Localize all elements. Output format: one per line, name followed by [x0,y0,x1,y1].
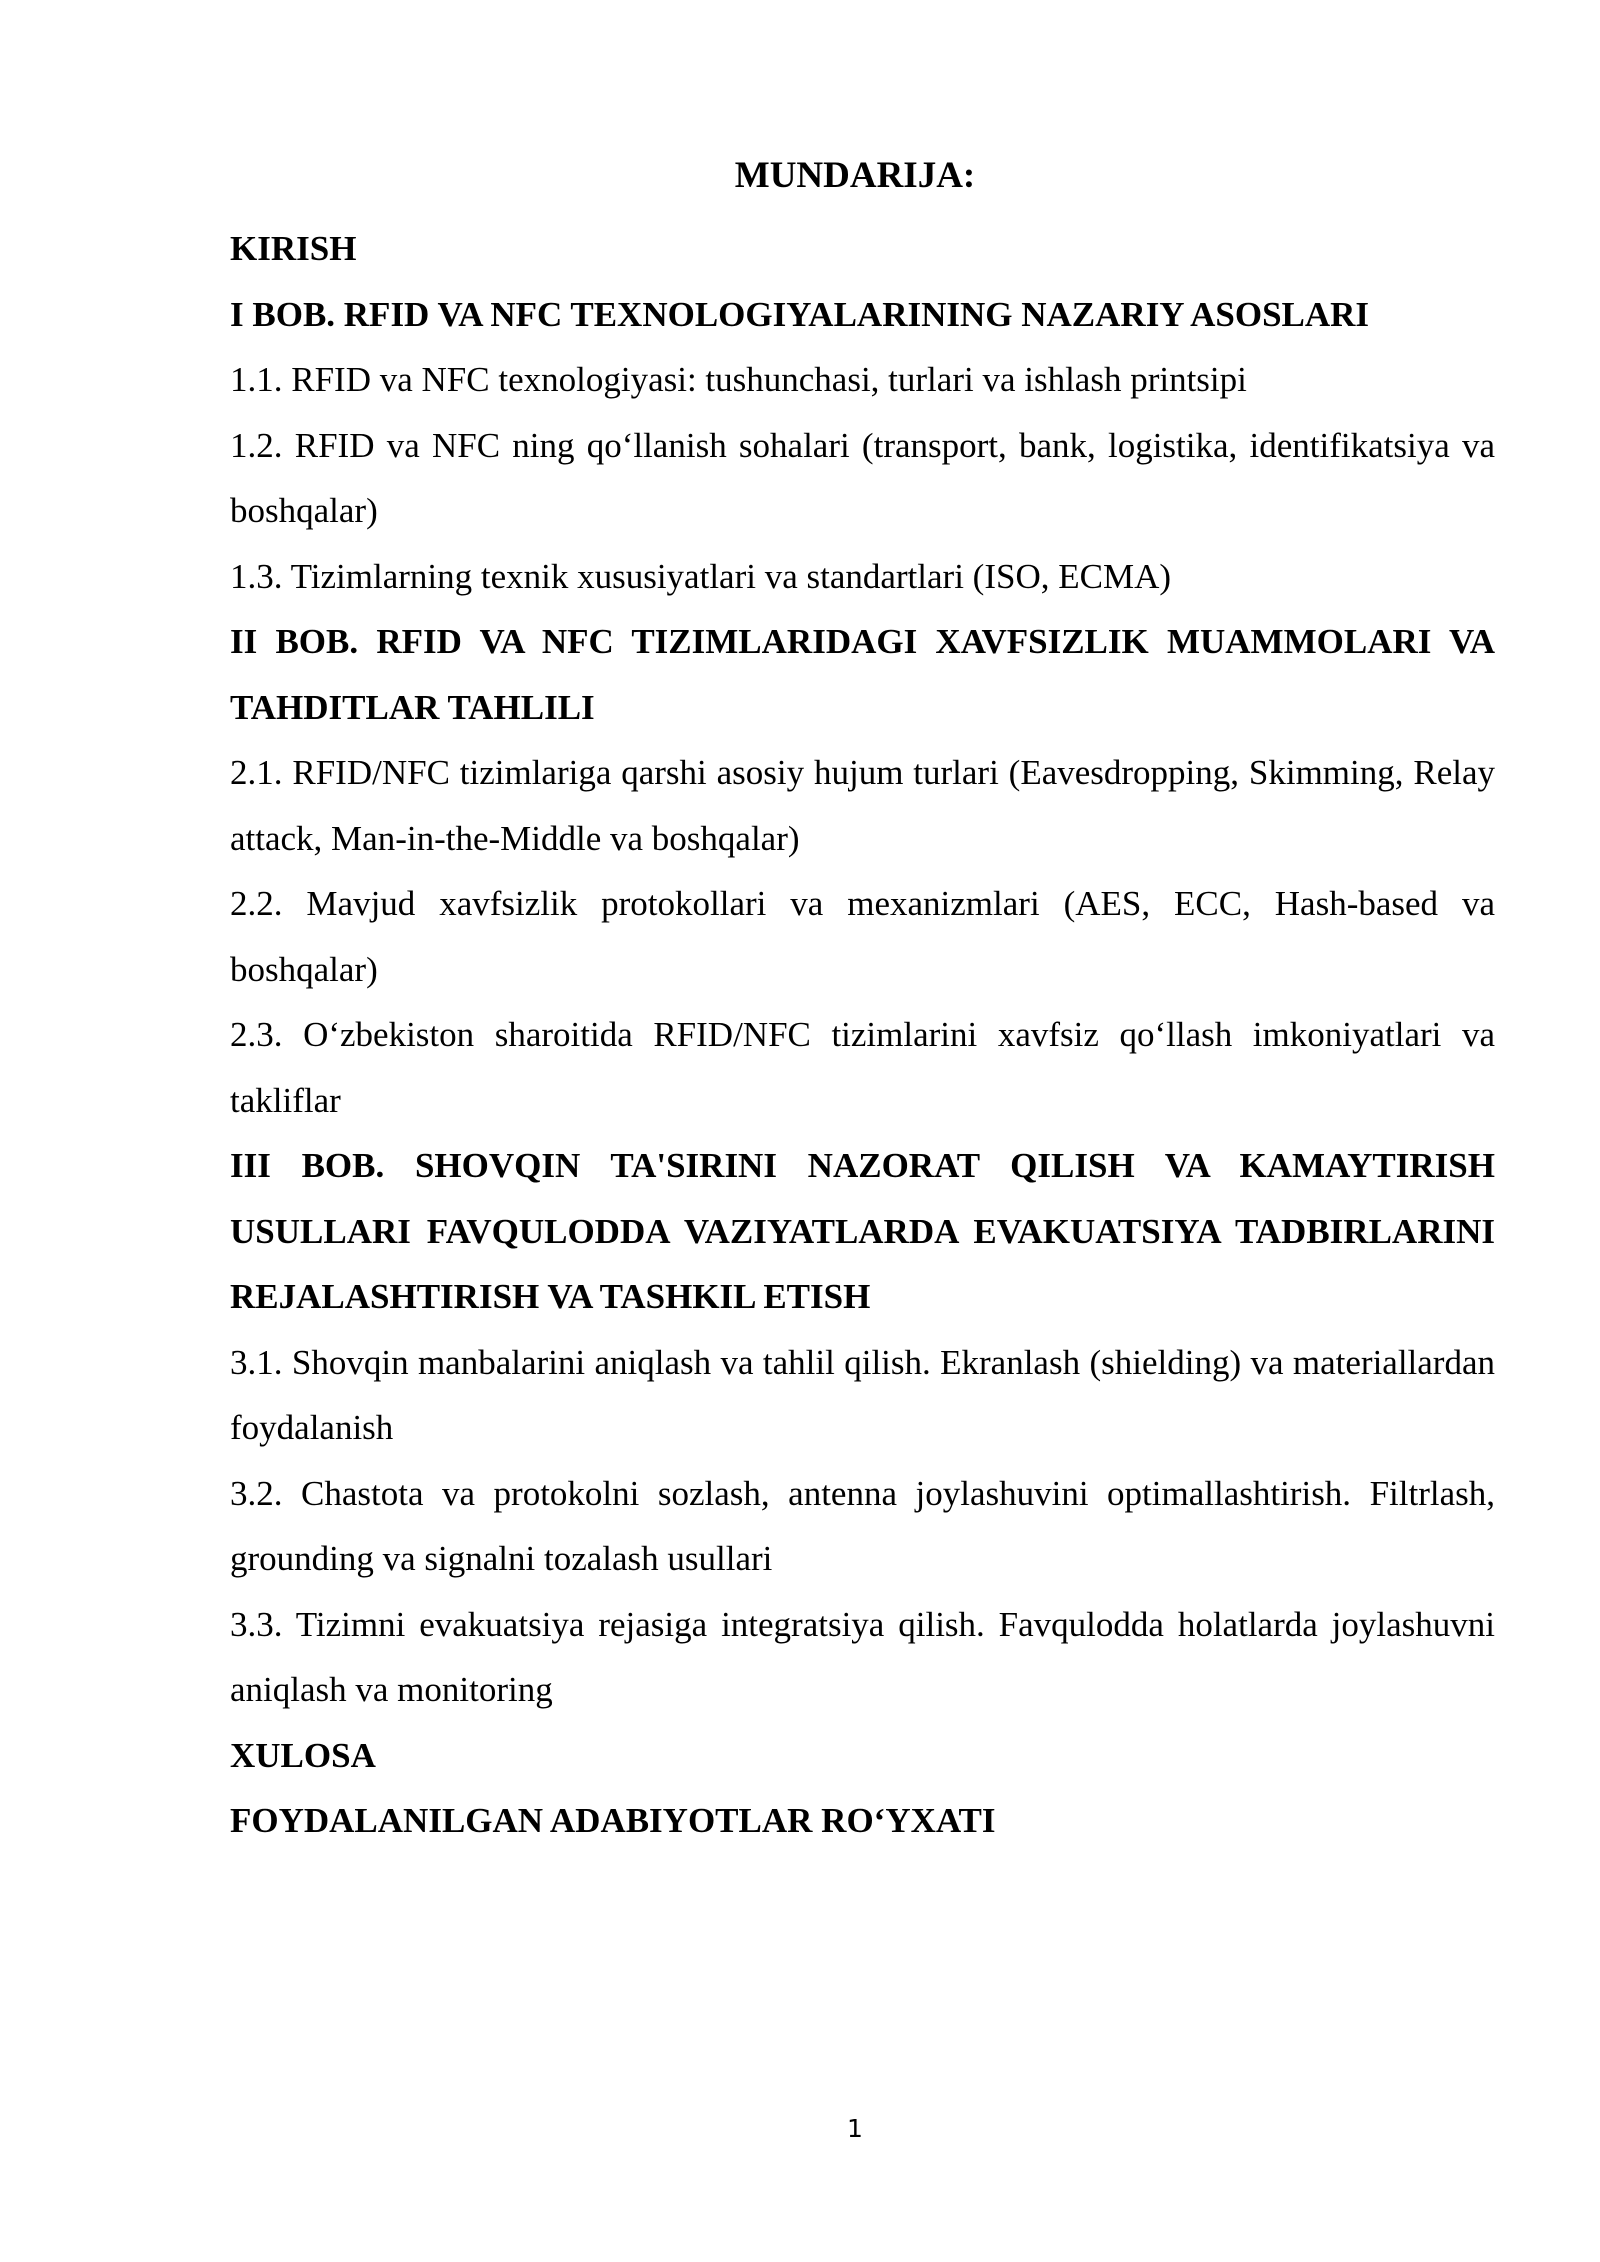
toc-entry-introduction: KIRISH [230,229,357,268]
toc-entry-section-1-1: 1.1. RFID va NFC texnologiyasi: tushunchasi, turlari va ishlash printsipi [230,360,1247,399]
toc-entry-section-2-3: 2.3. O‘zbekiston sharoitida RFID/NFC tizimlarini xavfsiz qo‘llash imkoniyatlari va takliflar [230,1015,1495,1120]
toc-entry-section-1-3: 1.3. Tizimlarning texnik xususiyatlari va standartlari (ISO, ECMA) [230,556,1172,596]
toc-entry-conclusion: XULOSA [230,1735,376,1775]
toc-entry-references: FOYDALANILGAN ADABIYOTLAR RO‘YXATI [230,1801,996,1840]
toc-entry-section-3-1: 3.1. Shovqin manbalarini aniqlash va tahlil qilish. Ekranlash (shielding) va materiallardan foydalanish [230,1342,1495,1447]
toc-entry-section-1-2: 1.2. RFID va NFC ning qo‘llanish sohalari (transport, bank, logistika, identifikatsiya va boshqalar) [230,425,1495,530]
toc-entry-section-2-1: 2.1. RFID/NFC tizimlariga qarshi asosiy hujum turlari (Eavesdropping, Skimming, Relay attack, Man-in-the-Middle va boshqalar) [230,753,1495,858]
toc-entry-section-3-3: 3.3. Tizimni evakuatsiya rejasiga integratsiya qilish. Favqulodda holatlarda joylashuvni aniqlash va monitoring [230,1604,1495,1709]
toc-entry-section-3-2: 3.2. Chastota va protokolni sozlash, antenna joylashuvini optimallashtirish. Filtrlash, grounding va signalni tozalash usullari [230,1473,1495,1578]
toc-entry-chapter-3: III BOB. SHOVQIN TA'SIRINI NAZORAT QILISH VA KAMAYTIRISH USULLARI FAVQULODDA VAZIYATLARDA EVAKUATSIYA TADBIRLARINI REJALASHTIRISH VA TASHKIL ETISH [230,1146,1495,1316]
page-title: MUNDARIJA: [734,155,976,196]
toc-entry-section-2-2: 2.2. Mavjud xavfsizlik protokollari va mexanizmlari (AES, ECC, Hash-based va boshqalar) [230,884,1495,989]
table-of-contents [230,216,1495,1854]
toc-entry-chapter-1: I BOB. RFID VA NFC TEXNOLOGIYALARINING NAZARIY ASOSLARI [230,294,1370,334]
page-number: 1 [847,2114,863,2143]
toc-entry-chapter-2: II BOB. RFID VA NFC TIZIMLARIDAGI XAVFSIZLIK MUAMMOLARI VA TAHDITLAR TAHLILI [230,622,1495,727]
